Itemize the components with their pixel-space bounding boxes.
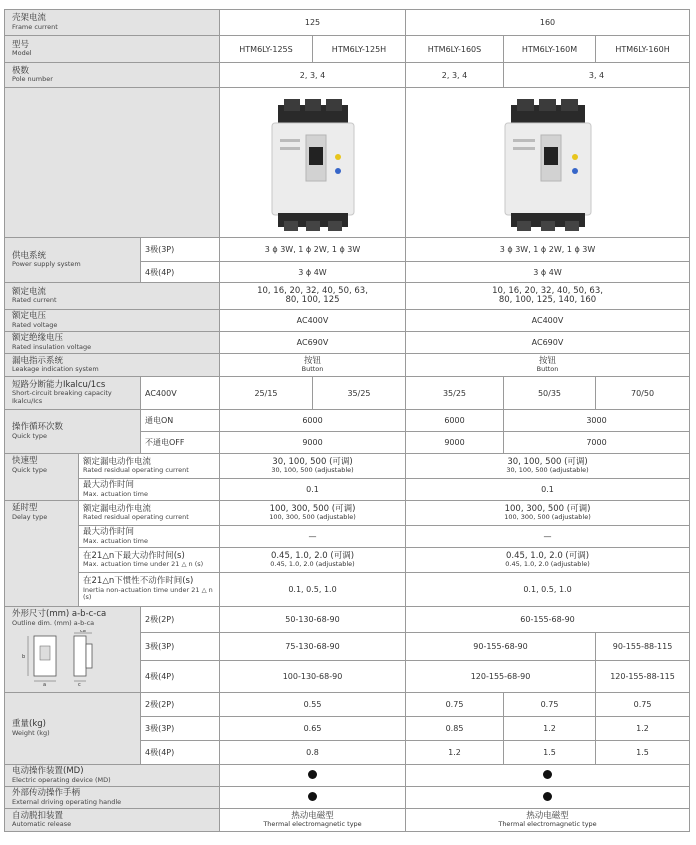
breaking-125h: 35/25 <box>313 377 406 410</box>
row-delay-max <box>5 526 690 548</box>
power-3p-125: 3 ϕ 3W, 1 ϕ 2W, 1 ϕ 3W <box>220 238 406 262</box>
rated-current-125: 10, 16, 20, 32, 40, 50, 63, 80, 100, 125 <box>220 283 406 310</box>
insulation-125: AC690V <box>220 332 406 354</box>
frame-160: 160 <box>406 10 690 36</box>
outline-4p-160h: 120-155-88-115 <box>596 661 690 693</box>
outline-3p-label: 3极(3P) <box>141 633 220 661</box>
breaking-sub: AC400V <box>141 377 220 410</box>
row-quick-rated <box>5 454 690 479</box>
frame-current-label: 壳架电流 Frame current <box>5 10 220 36</box>
quick-rated-160: 30, 100, 500 (可调) 30, 100, 500 (adjustable) <box>406 454 690 479</box>
handle-125 <box>220 787 406 809</box>
breaking-160s: 35/25 <box>406 377 504 410</box>
poles-125: 2, 3, 4 <box>220 63 406 88</box>
row-handle <box>5 787 690 809</box>
delay-inertia-label: 在21△n下惯性不动作时间(s) Inertia non-actuation time under 21 △ n (s) <box>79 573 220 607</box>
breaking-label: 短路分断能力Ikalcu/1cs Short-circuit breaking capacity Ikalcu/Ics <box>5 377 141 410</box>
dim-c-label: c <box>78 682 81 686</box>
weight-3p-label: 3极(3P) <box>141 717 220 741</box>
weight-3p-160h: 1.2 <box>596 717 690 741</box>
photo-160 <box>406 88 690 238</box>
breaker-160-image <box>493 93 603 233</box>
power-supply-label: 供电系统 Power supply system <box>5 238 141 283</box>
row-rated-current <box>5 283 690 310</box>
cycles-on-label: 通电ON <box>141 410 220 432</box>
photo-label <box>5 88 220 238</box>
cycles-on-125: 6000 <box>220 410 406 432</box>
rated-current-label: 额定电流 Rated current <box>5 283 220 310</box>
release-label: 自动脱扣装置 Automatic release <box>5 809 220 832</box>
weight-3p-160s: 0.85 <box>406 717 504 741</box>
cycles-off-160s: 9000 <box>406 432 504 454</box>
dim-a-label: a <box>43 682 47 686</box>
delay-type-label: 延时型 Delay type <box>5 501 79 607</box>
weight-4p-160h: 1.5 <box>596 741 690 765</box>
row-md <box>5 765 690 787</box>
outline-2p-125: 50-130-68-90 <box>220 607 406 633</box>
outline-3p-125: 75-130-68-90 <box>220 633 406 661</box>
poles-160mh: 3, 4 <box>504 63 690 88</box>
model-125s: HTM6LY-125S <box>220 36 313 63</box>
release-160: 热动电磁型 Thermal electromagnetic type <box>406 809 690 832</box>
poles-label: 极数 Pole number <box>5 63 220 88</box>
cycles-on-160mh: 3000 <box>504 410 690 432</box>
row-poles <box>5 63 690 88</box>
cycles-off-label: 不通电OFF <box>141 432 220 454</box>
outline-2p-label: 2极(2P) <box>141 607 220 633</box>
row-breaking <box>5 377 690 410</box>
md-label: 电动操作装置(MD) Electric operating device (MD) <box>5 765 220 787</box>
leakage-160: 按钮 Button <box>406 354 690 377</box>
power-4p-160: 3 ϕ 4W <box>406 262 690 283</box>
power-4p-125: 3 ϕ 4W <box>220 262 406 283</box>
outline-2p-160: 60-155-68-90 <box>406 607 690 633</box>
release-125: 热动电磁型 Thermal electromagnetic type <box>220 809 406 832</box>
available-dot-icon <box>543 792 552 801</box>
model-label: 型号 Model <box>5 36 220 63</box>
spec-table <box>4 9 690 832</box>
power-3p-label: 3极(3P) <box>141 238 220 262</box>
model-160m: HTM6LY-160M <box>504 36 596 63</box>
leakage-label: 漏电指示系统 Leakage indication system <box>5 354 220 377</box>
quick-max-160: 0.1 <box>406 479 690 501</box>
delay-rated-label: 额定漏电动作电流 Rated residual operating current <box>79 501 220 526</box>
weight-4p-125: 0.8 <box>220 741 406 765</box>
weight-4p-160s: 1.2 <box>406 741 504 765</box>
quick-max-125: 0.1 <box>220 479 406 501</box>
weight-3p-125: 0.65 <box>220 717 406 741</box>
row-rated-voltage <box>5 310 690 332</box>
row-leakage <box>5 354 690 377</box>
cycles-off-160mh: 7000 <box>504 432 690 454</box>
row-delay-rated <box>5 501 690 526</box>
outline-4p-160sm: 120-155-68-90 <box>406 661 596 693</box>
row-delay-inertia <box>5 573 690 607</box>
available-dot-icon <box>308 792 317 801</box>
quick-max-label: 最大动作时间 Max. actuation time <box>79 479 220 501</box>
delay-time-160: 0.45, 1.0, 2.0 (可调) 0.45, 1.0, 2.0 (adjustable) <box>406 548 690 573</box>
outline-label: 外形尺寸(mm) a-b-c-ca Outline dim. (mm) a-b-ca ca b a c <box>5 607 141 693</box>
md-125 <box>220 765 406 787</box>
delay-max-125: — <box>220 526 406 548</box>
delay-time-label: 在21△n下最大动作时间(s) Max. actuation time under 21 △ n (s) <box>79 548 220 573</box>
quick-rated-125: 30, 100, 500 (可调) 30, 100, 500 (adjustable) <box>220 454 406 479</box>
weight-label: 重量(kg) Weight (kg) <box>5 693 141 765</box>
power-4p-label: 4极(4P) <box>141 262 220 283</box>
breaking-160m: 50/35 <box>504 377 596 410</box>
photo-125 <box>220 88 406 238</box>
rated-voltage-160: AC400V <box>406 310 690 332</box>
row-quick-max <box>5 479 690 501</box>
row-photos <box>5 88 690 238</box>
weight-3p-160m: 1.2 <box>504 717 596 741</box>
row-delay-time <box>5 548 690 573</box>
delay-max-label: 最大动作时间 Max. actuation time <box>79 526 220 548</box>
weight-2p-160m: 0.75 <box>504 693 596 717</box>
weight-4p-160m: 1.5 <box>504 741 596 765</box>
outline-3p-160sm: 90-155-68-90 <box>406 633 596 661</box>
handle-label: 外部传动操作手柄 External driving operating handle <box>5 787 220 809</box>
delay-max-160: — <box>406 526 690 548</box>
model-160h: HTM6LY-160H <box>596 36 690 63</box>
row-weight-2p <box>5 693 690 717</box>
outline-4p-label: 4极(4P) <box>141 661 220 693</box>
available-dot-icon <box>543 770 552 779</box>
model-125h: HTM6LY-125H <box>313 36 406 63</box>
power-3p-160: 3 ϕ 3W, 1 ϕ 2W, 1 ϕ 3W <box>406 238 690 262</box>
available-dot-icon <box>308 770 317 779</box>
row-cycles-on <box>5 410 690 432</box>
row-power-3p <box>5 238 690 262</box>
rated-voltage-125: AC400V <box>220 310 406 332</box>
row-insulation <box>5 332 690 354</box>
leakage-125: 按钮 Button <box>220 354 406 377</box>
rated-voltage-label: 额定电压 Rated voltage <box>5 310 220 332</box>
delay-rated-125: 100, 300, 500 (可调) 100, 300, 500 (adjustable) <box>220 501 406 526</box>
outline-3p-160h: 90-155-88-115 <box>596 633 690 661</box>
md-160 <box>406 765 690 787</box>
delay-rated-160: 100, 300, 500 (可调) 100, 300, 500 (adjustable) <box>406 501 690 526</box>
weight-2p-label: 2极(2P) <box>141 693 220 717</box>
row-outline-2p <box>5 607 690 633</box>
dim-b-label: b <box>22 654 26 660</box>
outline-dimension-diagram <box>20 630 120 686</box>
weight-2p-160s: 0.75 <box>406 693 504 717</box>
poles-160s: 2, 3, 4 <box>406 63 504 88</box>
delay-inertia-160: 0.1, 0.5, 1.0 <box>406 573 690 607</box>
insulation-160: AC690V <box>406 332 690 354</box>
breaker-125-image <box>258 93 368 233</box>
frame-125: 125 <box>220 10 406 36</box>
row-release <box>5 809 690 832</box>
row-frame-current <box>5 10 690 36</box>
breaking-125s: 25/15 <box>220 377 313 410</box>
cycles-label: 操作循环次数 Quick type <box>5 410 141 454</box>
weight-4p-label: 4极(4P) <box>141 741 220 765</box>
model-160s: HTM6LY-160S <box>406 36 504 63</box>
cycles-off-125: 9000 <box>220 432 406 454</box>
delay-time-125: 0.45, 1.0, 2.0 (可调) 0.45, 1.0, 2.0 (adjustable) <box>220 548 406 573</box>
row-model <box>5 36 690 63</box>
cycles-on-160s: 6000 <box>406 410 504 432</box>
quick-type-label: 快速型 Quick type <box>5 454 79 501</box>
quick-rated-label: 额定漏电动作电流 Rated residual operating current <box>79 454 220 479</box>
weight-2p-160h: 0.75 <box>596 693 690 717</box>
handle-160 <box>406 787 690 809</box>
breaking-160h: 70/50 <box>596 377 690 410</box>
dim-ca-label: ca <box>80 630 86 634</box>
weight-2p-125: 0.55 <box>220 693 406 717</box>
delay-inertia-125: 0.1, 0.5, 1.0 <box>220 573 406 607</box>
outline-4p-125: 100-130-68-90 <box>220 661 406 693</box>
insulation-label: 额定绝缘电压 Rated insulation voltage <box>5 332 220 354</box>
rated-current-160: 10, 16, 20, 32, 40, 50, 63, 80, 100, 125, 140, 160 <box>406 283 690 310</box>
